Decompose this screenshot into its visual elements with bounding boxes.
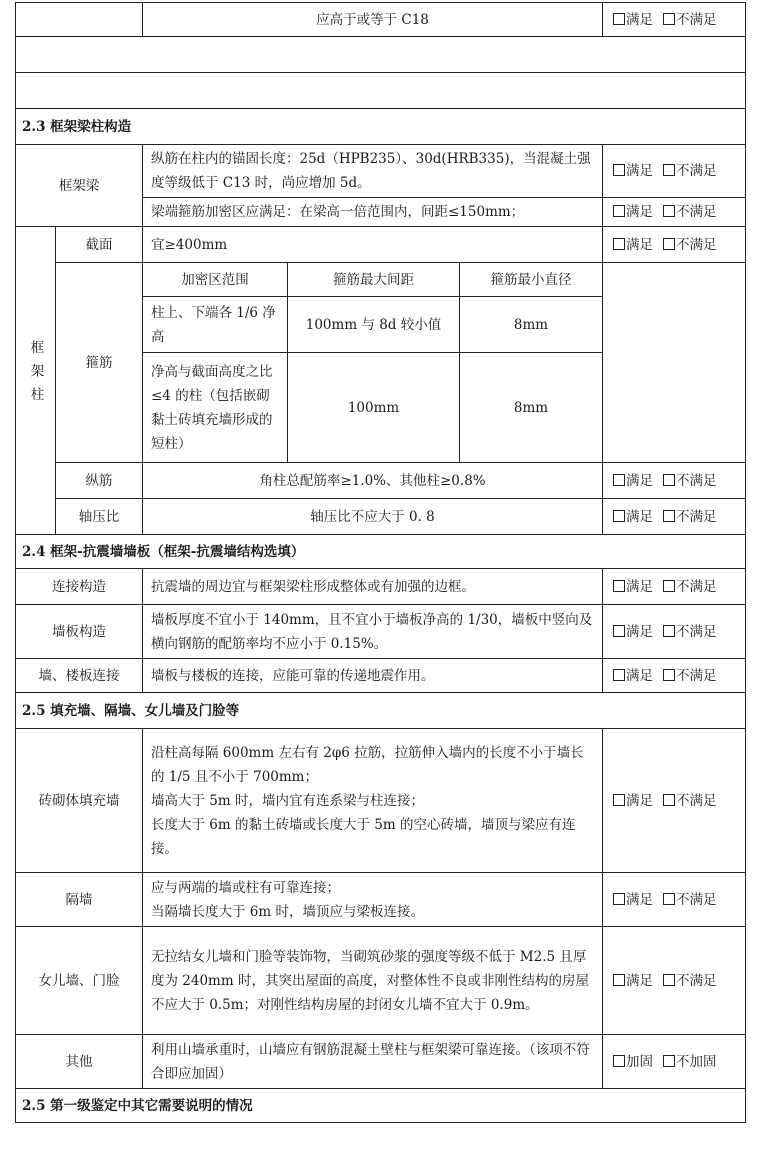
checkbox-icon[interactable] bbox=[613, 893, 625, 905]
stirrup-cell: 8mm bbox=[460, 297, 603, 353]
checkbox-icon[interactable] bbox=[613, 580, 625, 592]
partition-text: 应与两端的墙或柱有可靠连接； 当隔墙长度大于 6m 时，墙顶应与梁板连接。 bbox=[143, 873, 603, 927]
stirrup-header: 加密区范围 bbox=[143, 263, 288, 297]
table-row bbox=[16, 263, 746, 297]
stirrup-cell: 100mm bbox=[288, 353, 460, 463]
section-title-2-3: 2.3 框架梁柱构造 bbox=[16, 109, 746, 145]
checkbox-icon[interactable] bbox=[663, 580, 675, 592]
masonry-infill-label: 砖砌体填充墙 bbox=[16, 729, 143, 873]
table-row bbox=[16, 927, 746, 1035]
partition-label: 隔墙 bbox=[16, 873, 143, 927]
checkbox-icon[interactable] bbox=[613, 238, 625, 250]
concrete-grade-text: 应高于或等于 C18 bbox=[143, 3, 603, 37]
status-checkbox-group[interactable]: 满足 不满足 bbox=[603, 569, 746, 605]
status-checkbox-group[interactable]: 满足 不满足 bbox=[603, 463, 746, 499]
checkbox-icon[interactable] bbox=[613, 164, 625, 176]
table-row bbox=[16, 145, 746, 198]
section-header-row bbox=[16, 535, 746, 569]
stirrup-header: 箍筋最大间距 bbox=[288, 263, 460, 297]
table-row bbox=[16, 499, 746, 535]
section-header-row bbox=[16, 1089, 746, 1123]
row-text: 抗震墙的周边宜与框架梁柱形成整体或有加强的边框。 bbox=[143, 569, 603, 605]
status-checkbox-group[interactable]: 满足 不满足 bbox=[603, 873, 746, 927]
row-label: 墙板构造 bbox=[16, 605, 143, 659]
checkbox-icon[interactable] bbox=[663, 13, 675, 25]
checkbox-icon[interactable] bbox=[663, 1055, 675, 1067]
stirrup-header: 箍筋最小直径 bbox=[460, 263, 603, 297]
table-row bbox=[16, 1035, 746, 1089]
checkbox-icon[interactable] bbox=[613, 510, 625, 522]
section-header-row bbox=[16, 109, 746, 145]
stirrup-label: 箍筋 bbox=[56, 263, 143, 463]
checkbox-icon[interactable] bbox=[663, 893, 675, 905]
section-title-2-5-other: 2.5 第一级鉴定中其它需要说明的情况 bbox=[16, 1089, 746, 1123]
stirrup-cell: 净高与截面高度之比≤4 的柱（包括嵌砌黏土砖填充墙形成的短柱） bbox=[143, 353, 288, 463]
other-label: 其他 bbox=[16, 1035, 143, 1089]
row-text: 墙板与楼板的连接，应能可靠的传递地震作用。 bbox=[143, 659, 603, 693]
checkbox-icon[interactable] bbox=[613, 974, 625, 986]
section-title-2-4: 2.4 框架-抗震墙墙板（框架-抗震墙结构选填） bbox=[16, 535, 746, 569]
checkbox-icon[interactable] bbox=[663, 238, 675, 250]
status-checkbox-group[interactable]: 满足 不满足 bbox=[603, 3, 746, 37]
checkbox-icon[interactable] bbox=[613, 794, 625, 806]
beam-anchorage-text: 纵筋在柱内的锚固长度：25d（HPB235）、30d(HRB335)，当混凝土强度等级低于 C13 时，尚应增加 5d。 bbox=[143, 145, 603, 198]
row-label: 连接构造 bbox=[16, 569, 143, 605]
section-title-2-5: 2.5 填充墙、隔墙、女儿墙及门脸等 bbox=[16, 693, 746, 729]
stirrup-status-empty bbox=[603, 263, 746, 463]
frame-column-label: 框架柱 bbox=[16, 227, 56, 535]
checkbox-icon[interactable] bbox=[613, 625, 625, 637]
status-checkbox-group[interactable]: 满足 不满足 bbox=[603, 499, 746, 535]
checkbox-icon[interactable] bbox=[613, 474, 625, 486]
long-bar-label: 纵筋 bbox=[56, 463, 143, 499]
checkbox-icon[interactable] bbox=[663, 164, 675, 176]
row-label: 墙、楼板连接 bbox=[16, 659, 143, 693]
blank-cell bbox=[16, 3, 143, 37]
parapet-label: 女儿墙、门脸 bbox=[16, 927, 143, 1035]
axial-ratio-text: 轴压比不应大于 0. 8 bbox=[143, 499, 603, 535]
long-bar-text: 角柱总配筋率≥1.0%、其他柱≥0.8% bbox=[143, 463, 603, 499]
section-header-row bbox=[16, 693, 746, 729]
stirrup-cell: 100mm 与 8d 较小值 bbox=[288, 297, 460, 353]
table-row bbox=[16, 873, 746, 927]
axial-ratio-label: 轴压比 bbox=[56, 499, 143, 535]
blank-row bbox=[16, 37, 746, 73]
table-row bbox=[16, 729, 746, 873]
status-checkbox-group[interactable]: 满足 不满足 bbox=[603, 659, 746, 693]
checkbox-icon[interactable] bbox=[663, 510, 675, 522]
checkbox-icon[interactable] bbox=[663, 205, 675, 217]
frame-beam-label: 框架梁 bbox=[16, 145, 143, 227]
table-row bbox=[16, 605, 746, 659]
checkbox-icon[interactable] bbox=[663, 474, 675, 486]
checkbox-icon[interactable] bbox=[613, 13, 625, 25]
status-checkbox-group[interactable]: 满足 不满足 bbox=[603, 927, 746, 1035]
checkbox-icon[interactable] bbox=[663, 669, 675, 681]
checkbox-icon[interactable] bbox=[613, 669, 625, 681]
status-checkbox-group[interactable]: 满足 不满足 bbox=[603, 605, 746, 659]
checkbox-icon[interactable] bbox=[663, 794, 675, 806]
other-text: 利用山墙承重时，山墙应有钢筋混凝土壁柱与框架梁可靠连接。（该项不符合即应加固） bbox=[143, 1035, 603, 1089]
table-row bbox=[16, 569, 746, 605]
status-checkbox-group[interactable]: 满足 不满足 bbox=[603, 145, 746, 198]
status-checkbox-group[interactable]: 满足 不满足 bbox=[603, 198, 746, 227]
checkbox-icon[interactable] bbox=[663, 625, 675, 637]
stirrup-cell: 8mm bbox=[460, 353, 603, 463]
checkbox-icon[interactable] bbox=[613, 1055, 625, 1067]
status-checkbox-group[interactable]: 加固 不加固 bbox=[603, 1035, 746, 1089]
section-size-text: 宜≥400mm bbox=[143, 227, 603, 263]
appraisal-table bbox=[15, 2, 746, 1123]
masonry-infill-text: 沿柱高每隔 600mm 左右有 2φ6 拉筋，拉筋伸入墙内的长度不小于墙长的 1/5 且不小于 700mm； 墙高大于 5m 时，墙内宜有连系梁与柱连接； 长度大于 6m 的黏土砖墙或长度大于 5m 的空心砖墙，墙顶与梁应有连接。 bbox=[143, 729, 603, 873]
table-row bbox=[16, 227, 746, 263]
row-text: 墙板厚度不宜小于 140mm，且不宜小于墙板净高的 1/30，墙板中竖向及横向钢筋的配筋率均不应小于 0.15%。 bbox=[143, 605, 603, 659]
blank-row bbox=[16, 73, 746, 109]
checkbox-icon[interactable] bbox=[663, 974, 675, 986]
table-row bbox=[16, 463, 746, 499]
stirrup-cell: 柱上、下端各 1/6 净高 bbox=[143, 297, 288, 353]
checkbox-icon[interactable] bbox=[613, 205, 625, 217]
parapet-text: 无拉结女儿墙和门脸等装饰物，当砌筑砂浆的强度等级不低于 M2.5 且厚度为 240mm 时，其突出屋面的高度，对整体性不良或非刚性结构的房屋不应大于 0.5m；对刚性结构房屋的封闭女儿墙不宜大于 0.9m。 bbox=[143, 927, 603, 1035]
beam-stirrup-text: 梁端箍筋加密区应满足：在梁高一倍范围内，间距≤150mm； bbox=[143, 198, 603, 227]
table-row bbox=[16, 659, 746, 693]
table-row bbox=[16, 3, 746, 37]
status-checkbox-group[interactable]: 满足 不满足 bbox=[603, 729, 746, 873]
status-checkbox-group[interactable]: 满足 不满足 bbox=[603, 227, 746, 263]
section-size-label: 截面 bbox=[56, 227, 143, 263]
